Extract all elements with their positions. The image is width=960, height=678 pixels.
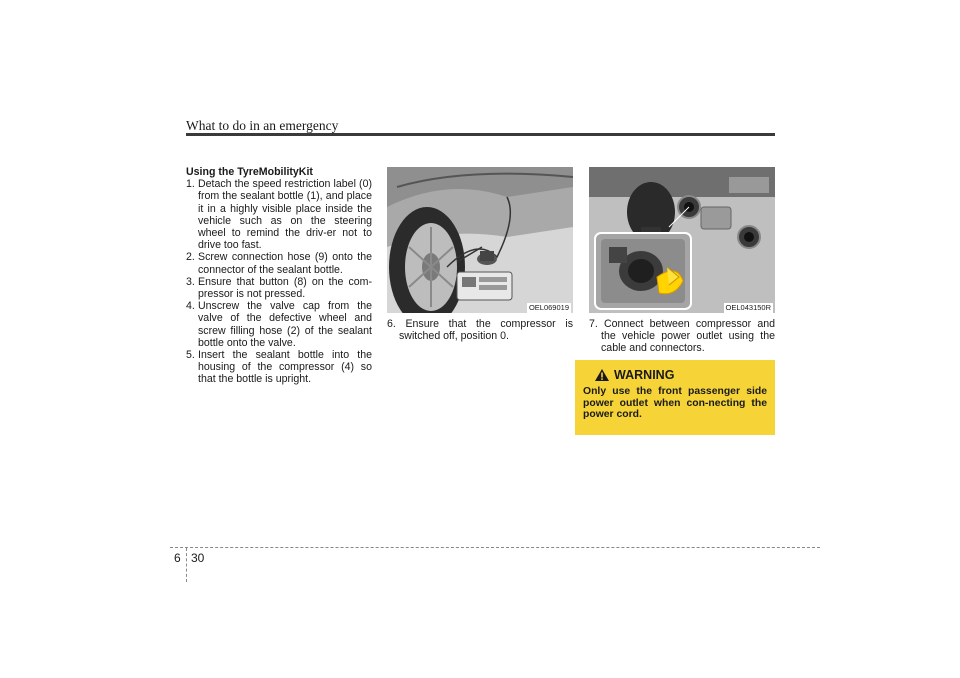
step-number: 4. bbox=[186, 300, 195, 313]
step-6: 6. Ensure that the compressor is switched off, position 0. bbox=[387, 318, 573, 343]
step-number: 3. bbox=[186, 275, 195, 288]
step-1 bbox=[186, 178, 372, 251]
figure-code: OEL043150R bbox=[725, 303, 771, 312]
chapter-number: 6 bbox=[174, 551, 181, 565]
step-text: Screw connection hose (9) onto the connector of the sealant bottle. bbox=[198, 251, 372, 276]
figure-compressor-photo bbox=[387, 167, 573, 313]
footer-rule bbox=[170, 547, 820, 548]
warning-triangle-icon bbox=[595, 369, 609, 381]
step-number: 1. bbox=[186, 178, 195, 191]
page-number: 30 bbox=[191, 551, 205, 565]
step-number: 2. bbox=[186, 251, 195, 264]
warning-header bbox=[595, 368, 767, 382]
header-rule bbox=[186, 133, 775, 136]
warning-title: WARNING bbox=[614, 368, 675, 382]
step-number: 5. bbox=[186, 349, 195, 362]
figure-power-outlet-photo bbox=[589, 167, 775, 313]
warning-box bbox=[575, 360, 775, 435]
section-title: Using the TyreMobilityKit bbox=[186, 166, 313, 178]
figure-caption bbox=[387, 318, 573, 342]
step-text: Ensure that button (8) on the com-pressor is not pressed. bbox=[198, 275, 372, 301]
step-text: Unscrew the valve cap from the valve of the defective wheel and screw filling hose (2) of the sealant bottle onto the valve. bbox=[198, 300, 372, 349]
power-outlet-illustration bbox=[589, 167, 775, 313]
step-2 bbox=[186, 251, 372, 275]
step-4 bbox=[186, 300, 372, 349]
step-text: Insert the sealant bottle into the housing of the compressor (4) so that the bottle is upright. bbox=[198, 349, 372, 386]
compressor-illustration bbox=[387, 167, 573, 313]
figure-caption bbox=[589, 318, 775, 355]
step-5 bbox=[186, 349, 372, 386]
figure-code: OEL069019 bbox=[528, 303, 569, 312]
header-title: What to do in an emergency bbox=[186, 118, 339, 133]
step-text: Detach the speed restriction label (0) from the sealant bottle (1), and place it in a highly visible place inside the vehicle such as on the steering wheel to remind the driv-er not to drive too fast. bbox=[198, 178, 372, 252]
step-3 bbox=[186, 276, 372, 300]
instructions-column bbox=[186, 166, 372, 386]
warning-text: Only use the front passenger side power outlet when con-necting the power cord. bbox=[583, 386, 767, 420]
footer-divider bbox=[186, 548, 187, 582]
step-7: 7. Connect between compressor and the vehicle power outlet using the cable and connectors. bbox=[589, 318, 775, 355]
